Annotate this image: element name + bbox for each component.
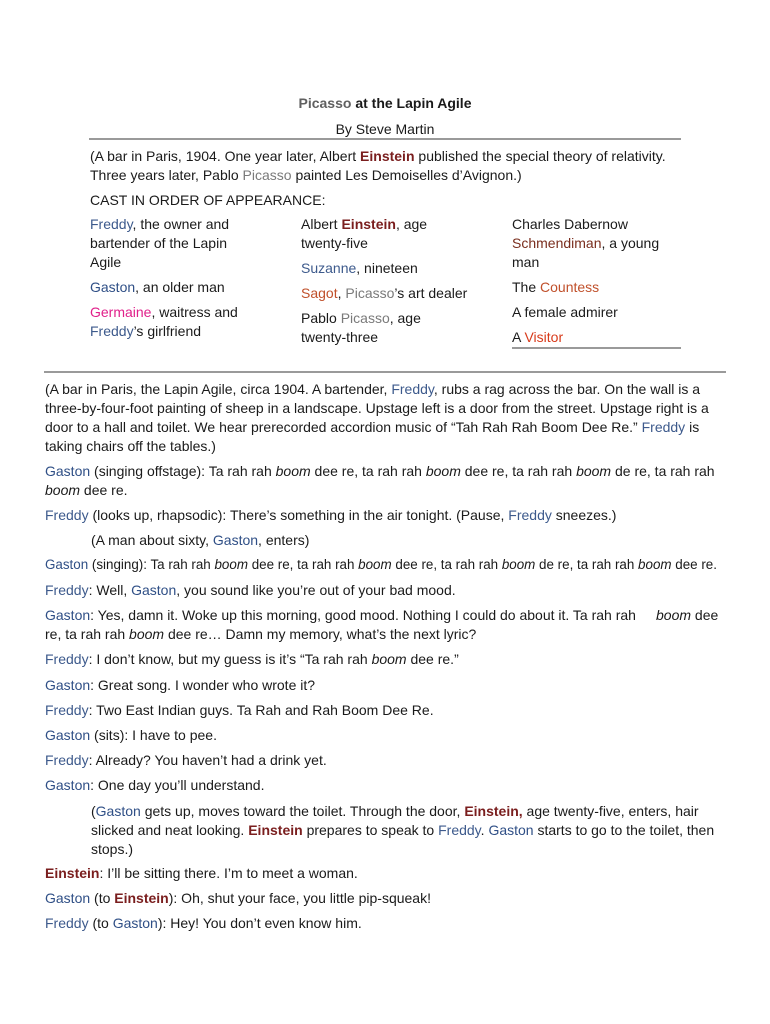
dialogue-einstein-1: [45, 864, 358, 882]
text: (: [91, 803, 96, 819]
text: dee re.: [671, 557, 717, 572]
speaker-freddy: Freddy: [45, 915, 89, 931]
character-gaston: Gaston: [212, 532, 259, 548]
text: boom: [425, 463, 461, 479]
text: Pablo: [301, 310, 341, 326]
top-rule: [89, 138, 681, 140]
cast-item-einstein: [301, 215, 501, 253]
text: : Already? You haven’t had a drink yet.: [88, 752, 327, 768]
character-picasso: Picasso: [242, 167, 292, 183]
character-countess: Countess: [540, 279, 600, 295]
text: re, ta rah rah: [45, 626, 130, 642]
dialogue-gaston-2: [45, 556, 717, 574]
character-freddy: Freddy: [438, 822, 481, 838]
speaker-gaston: Gaston: [45, 890, 91, 906]
dialogue-gaston-3-line2: [45, 625, 476, 643]
character-einstein: Einstein: [360, 148, 415, 164]
text: : Two East Indian guys. Ta Rah and Rah Boom Dee Re.: [88, 702, 434, 718]
text: , enters): [258, 532, 310, 548]
text: boom: [638, 557, 672, 572]
text: twenty-three: [301, 329, 379, 345]
cast-item-admirer: [512, 303, 692, 322]
text: published the special theory of relativity.: [414, 148, 666, 164]
text: ’s girlfriend: [133, 323, 202, 339]
cast-item-freddy: [90, 215, 290, 272]
dialogue-freddy-1: [45, 506, 616, 524]
character-einstein: Einstein,: [464, 803, 523, 819]
character-gaston: Gaston: [488, 822, 534, 838]
text: (A bar in Paris, the Lapin Agile, circa 1904. A bartender,: [45, 381, 392, 397]
text: : Yes, damn it. Woke up this morning, good mood. Nothing I could do about it. Ta rah rah: [90, 607, 636, 623]
text: (singing): Ta rah rah: [88, 557, 215, 572]
text: dee re, ta rah rah: [460, 463, 577, 479]
speaker-gaston: Gaston: [45, 607, 91, 623]
text: boom: [576, 463, 612, 479]
speaker-gaston: Gaston: [45, 677, 91, 693]
stage-direction-2: [91, 802, 714, 859]
text: twenty-five: [301, 235, 368, 251]
text: age twenty-five, enters, hair: [522, 803, 699, 819]
stage-direction-1: [45, 380, 709, 456]
text: dee: [691, 607, 719, 623]
text: , rubs a rag across the bar. On the wall is a: [433, 381, 701, 397]
text: ): Hey! You don’t even know him.: [157, 915, 362, 931]
text: (to: [90, 890, 115, 906]
text: ,: [337, 285, 346, 301]
dialogue-freddy-3: [45, 650, 459, 668]
text: prepares to speak to: [302, 822, 439, 838]
cast-item-schmendiman: [512, 215, 692, 272]
speaker-gaston: Gaston: [45, 727, 91, 743]
text: door to a hall and toilet. We hear prerecorded accordion music of “Tah Rah Rah Boom Dee Re.”: [45, 419, 642, 435]
cast-column-2: [301, 215, 501, 353]
text: bartender of the Lapin: [90, 235, 227, 251]
character-gaston: Gaston: [131, 582, 177, 598]
text: three-by-four-foot painting of sheep in a landscape. Upstage left is a door from the street. Upstage right is a: [45, 400, 709, 416]
text: dee re, ta rah rah: [247, 557, 359, 572]
text: , an older man: [135, 279, 225, 295]
text: (singing offstage): Ta rah rah: [90, 463, 276, 479]
text: man: [512, 254, 540, 270]
cast-rule: [512, 347, 681, 349]
text: (A bar in Paris, 1904. One year later, Albert: [90, 148, 361, 164]
text: de re, ta rah rah: [535, 557, 639, 572]
speaker-gaston: Gaston: [45, 557, 89, 572]
intro-line-1: [90, 147, 666, 165]
text: (A man about sixty,: [91, 532, 213, 548]
character-einstein: Einstein: [114, 890, 169, 906]
text: taking chairs off the tables.): [45, 438, 216, 454]
text: : One day you’ll understand.: [90, 777, 265, 793]
speaker-einstein: Einstein: [45, 865, 100, 881]
text: painted Les Demoiselles d’Avignon.): [291, 167, 522, 183]
text: Three years later, Pablo: [90, 167, 243, 183]
cast-item-suzanne: [301, 259, 501, 278]
text: boom: [129, 626, 165, 642]
cast-column-1: [90, 215, 290, 347]
text: de re, ta rah rah: [611, 463, 715, 479]
speaker-gaston: Gaston: [45, 777, 91, 793]
text: stops.): [91, 841, 134, 857]
dialogue-gaston-1: [45, 462, 715, 500]
text: , age: [395, 216, 428, 232]
text: , nineteen: [356, 260, 418, 276]
cast-item-picasso: [301, 309, 501, 347]
character-gaston: Gaston: [95, 803, 141, 819]
cast-item-sagot: [301, 284, 501, 303]
dialogue-freddy-2: [45, 581, 456, 599]
text: dee re.”: [406, 651, 459, 667]
text: dee re, ta rah rah: [391, 557, 502, 572]
text: slicked and neat looking.: [91, 822, 249, 838]
dialogue-gaston-7: [45, 889, 431, 907]
text: : I’ll be sitting there. I’m to meet a woman.: [99, 865, 358, 881]
text: boom: [358, 557, 392, 572]
dialogue-gaston-3-tail: [656, 606, 718, 624]
text: A: [512, 329, 525, 345]
character-picasso: Picasso: [340, 310, 390, 326]
text: The: [512, 279, 541, 295]
character-einstein: Einstein: [248, 822, 303, 838]
text: , age: [389, 310, 421, 326]
text: boom: [371, 651, 407, 667]
dialogue-gaston-3: [45, 606, 636, 624]
character-picasso: Picasso: [345, 285, 395, 301]
text: : Great song. I wonder who wrote it?: [90, 677, 316, 693]
cast-item-germaine: [90, 303, 290, 341]
cast-item-gaston: [90, 278, 290, 297]
speaker-freddy: Freddy: [45, 651, 89, 667]
intro-line-2: [90, 166, 522, 184]
character-freddy: Freddy: [641, 419, 686, 435]
speaker-freddy: Freddy: [45, 752, 89, 768]
text: Charles Dabernow: [512, 216, 628, 232]
character-gaston: Gaston: [112, 915, 158, 931]
section-rule: [44, 371, 726, 373]
text: dee re… Damn my memory, what’s the next lyric?: [164, 626, 477, 642]
character-freddy: Freddy: [90, 216, 133, 232]
text: is: [685, 419, 700, 435]
speaker-freddy: Freddy: [45, 702, 89, 718]
cast-column-3: [512, 215, 692, 353]
cast-heading: CAST IN ORDER OF APPEARANCE:: [90, 192, 326, 208]
text: , a young: [601, 235, 660, 251]
text: gets up, moves toward the toilet. Through the door,: [140, 803, 465, 819]
text: (to: [88, 915, 113, 931]
text: dee re, ta rah rah: [310, 463, 426, 479]
text: , waitress and: [151, 304, 238, 320]
character-sagot: Sagot: [301, 285, 338, 301]
dialogue-gaston-6: [45, 776, 264, 794]
character-einstein: Einstein: [341, 216, 396, 232]
character-freddy: Freddy: [508, 507, 552, 523]
text: .: [480, 822, 489, 838]
text: sneezes.): [551, 507, 617, 523]
text: A female admirer: [512, 304, 618, 320]
character-freddy: Freddy: [391, 381, 434, 397]
author-line: By Steve Martin: [335, 121, 435, 137]
dialogue-gaston-5: [45, 726, 217, 744]
dialogue-gaston-4: [45, 676, 315, 694]
text: boom: [45, 482, 81, 498]
text: (sits): I have to pee.: [90, 727, 217, 743]
text: boom: [501, 557, 536, 572]
dialogue-freddy-4: [45, 701, 434, 719]
speaker-gaston: Gaston: [45, 463, 91, 479]
text: , you sound like you’re out of your bad mood.: [176, 582, 456, 598]
cast-item-countess: [512, 278, 692, 297]
character-germaine: Germaine: [90, 304, 152, 320]
dialogue-freddy-5: [45, 751, 327, 769]
text: ’s art dealer: [394, 285, 468, 301]
cast-item-visitor: [512, 328, 692, 347]
stage-direction-gaston-enters: [91, 531, 309, 549]
character-schmendiman: Schmendiman: [512, 235, 602, 251]
text: (looks up, rhapsodic): There’s something in the air tonight. (Pause,: [88, 507, 509, 523]
title-picasso: Picasso: [298, 95, 352, 111]
character-freddy: Freddy: [90, 323, 134, 339]
text: : I don’t know, but my guess is it’s “Ta rah rah: [88, 651, 372, 667]
character-gaston: Gaston: [90, 279, 136, 295]
text: boom: [656, 607, 692, 623]
text: : Well,: [88, 582, 132, 598]
character-suzanne: Suzanne: [301, 260, 357, 276]
title-rest: at the Lapin Agile: [351, 95, 472, 111]
speaker-freddy: Freddy: [45, 507, 89, 523]
speaker-freddy: Freddy: [45, 582, 89, 598]
text: boom: [214, 557, 248, 572]
text: starts to go to the toilet, then: [533, 822, 715, 838]
text: , the owner and: [132, 216, 230, 232]
text: Albert: [301, 216, 342, 232]
character-visitor: Visitor: [524, 329, 564, 345]
text: boom: [275, 463, 311, 479]
page-title: [0, 94, 770, 112]
text: Agile: [90, 254, 122, 270]
dialogue-freddy-6: [45, 914, 362, 932]
text: ): Oh, shut your face, you little pip-squeak!: [168, 890, 431, 906]
text: dee re.: [80, 482, 128, 498]
